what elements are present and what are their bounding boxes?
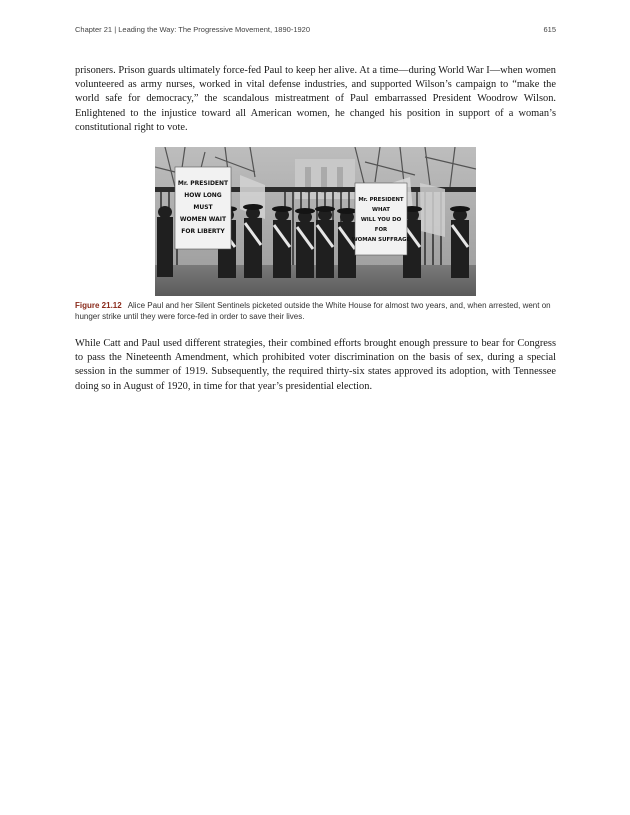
body-paragraph: While Catt and Paul used different strategies, their combined efforts brought enough pressure to bear for Congress to pass the Nineteenth Amendment, which prohibited voter discrimination on the basis of sex, during a special session in the summer of 1919. Subsequently, the required thirty-six states approved its adoption, with Tennessee doing so in August of 1920, in time for that year’s presidential election. — [75, 338, 556, 392]
body-paragraph: prisoners. Prison guards ultimately force-fed Paul to keep her alive. At a time—during World War I—when women volunteered as army nurses, worked in vital defense industries, and supported Wilson’s campaign to “make the world safe for democracy,” the scandalous mistreatment of Paul embarrassed President Woodrow Wilson. Enlightened to the injustice toward all American women, he changed his position in support of a woman’s constitutional right to vote. — [75, 65, 556, 133]
figure-caption — [75, 301, 557, 323]
banner-left-line: MUST — [193, 204, 213, 211]
figure-photo — [155, 147, 476, 296]
banner-right-line: WHAT — [372, 207, 390, 213]
figure-label: Figure 21.12 — [75, 301, 122, 310]
banner-left-line: Mr. PRESIDENT — [177, 180, 229, 187]
banner-right-line: Mr. PRESIDENT — [358, 197, 404, 203]
banner-right-line: FOR — [374, 227, 388, 233]
running-header — [75, 25, 556, 39]
banner-left-line: HOW LONG — [184, 192, 222, 199]
page-number: 615 — [543, 25, 556, 34]
chapter-title: Chapter 21 | Leading the Way: The Progressive Movement, 1890-1920 — [75, 25, 311, 34]
figure-caption-text: Alice Paul and her Silent Sentinels picketed outside the White House for almost two years, and, when arrested, went on hunger strike until they were force-fed in order to save their lives. — [75, 301, 551, 321]
banner-right-line: WOMAN SUFFRAGE — [351, 237, 411, 243]
banner-left-line: WOMEN WAIT — [179, 216, 227, 223]
banner-left-line: FOR LIBERTY — [181, 228, 225, 235]
banner-right-line: WILL YOU DO — [360, 217, 402, 223]
